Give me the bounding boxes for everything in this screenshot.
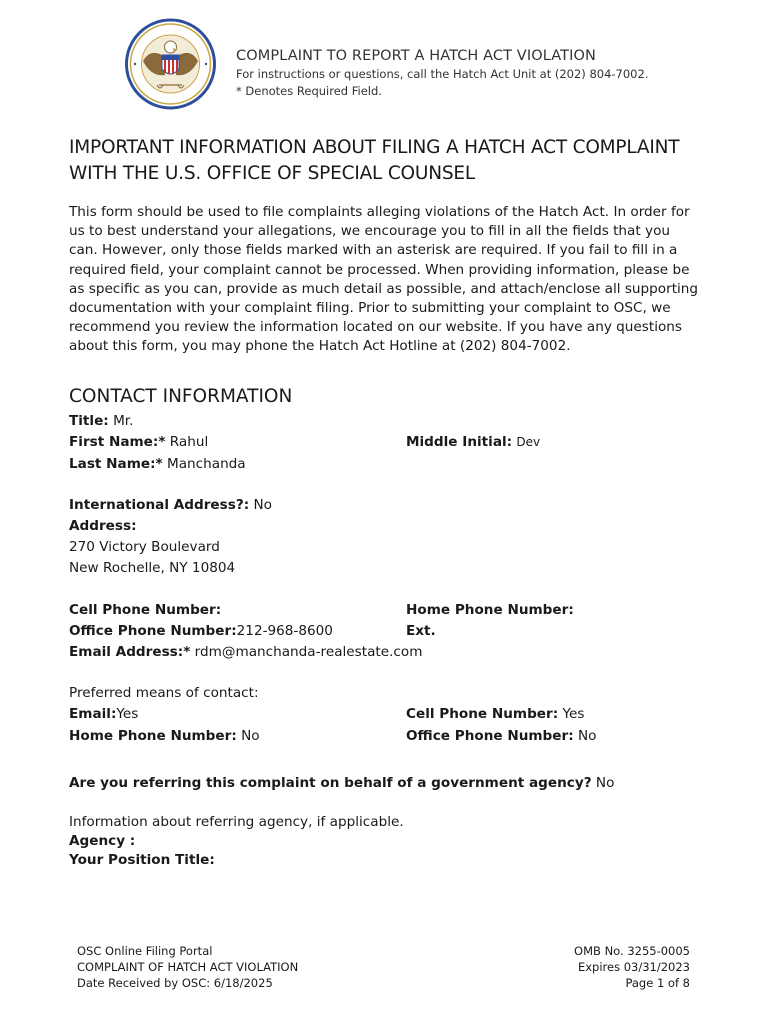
first-name-value: Rahul (169, 434, 209, 450)
international-address-value: No (253, 497, 272, 513)
address-line2: New Rochelle, NY 10804 (69, 560, 236, 576)
page-heading (69, 135, 709, 187)
intro-line: about this form, you may phone the Hatch Act Hotline at (202) 804-7002. (69, 338, 571, 355)
cell-phone-field (69, 602, 221, 618)
intro-line: us to best understand your allegations, we encourage you to fill in all the fields that you (69, 223, 670, 240)
address-line1: 270 Victory Boulevard (69, 539, 220, 555)
footer-date-received: Date Received by OSC: 6/18/2025 (77, 976, 273, 990)
preferred-contact-intro: Preferred means of contact: (69, 685, 259, 701)
last-name-value: Manchanda (166, 456, 246, 472)
form-title: COMPLAINT TO REPORT A HATCH ACT VIOLATION (236, 48, 596, 64)
preferred-home-value: No (241, 728, 260, 744)
email-value: rdm@manchanda-realestate.com (194, 644, 423, 660)
footer-right (574, 943, 690, 991)
preferred-cell-label: Cell Phone Number: (406, 706, 559, 722)
position-title-label: Your Position Title: (69, 852, 215, 868)
last-name-field (69, 456, 246, 472)
footer-form-name: COMPLAINT OF HATCH ACT VIOLATION (77, 960, 299, 974)
instructions-text: For instructions or questions, call the Hatch Act Unit at (202) 804-7002. (236, 67, 649, 81)
home-phone-label: Home Phone Number: (406, 602, 574, 618)
cell-phone-label: Cell Phone Number: (69, 602, 222, 618)
title-label: Title: (69, 413, 109, 429)
office-phone-value: 212-968-8600 (236, 623, 333, 639)
footer-left (77, 943, 298, 991)
middle-initial-value: Dev (516, 435, 541, 449)
intro-line: as specific as you can, provide as much detail as possible, and attach/enclose all supporting (69, 280, 699, 297)
first-name-field (69, 434, 208, 450)
agency-referral-answer: No (595, 775, 615, 791)
footer-omb-number: OMB No. 3255-0005 (574, 944, 690, 958)
title-value: Mr. (113, 413, 134, 429)
preferred-cell-field (406, 706, 584, 722)
footer-page-number: Page 1 of 8 (625, 976, 690, 990)
agency-referral-question-text: Are you referring this complaint on behalf of a government agency? (69, 775, 592, 791)
intro-line: documentation with your complaint filing. Prior to submitting your complaint to OSC, we (69, 300, 671, 317)
first-name-label: First Name:* (69, 434, 166, 450)
office-phone-field (69, 623, 333, 639)
email-field (69, 644, 422, 660)
extension-field (406, 623, 436, 639)
osc-seal-logo (121, 17, 220, 111)
footer-portal-name: OSC Online Filing Portal (77, 944, 213, 958)
position-title-field (69, 852, 215, 868)
address-label-text: Address: (69, 518, 137, 534)
international-address-field (69, 497, 272, 513)
footer-expiration: Expires 03/31/2023 (577, 960, 690, 974)
required-field-note: * Denotes Required Field. (236, 84, 382, 98)
preferred-office-label: Office Phone Number: (406, 728, 574, 744)
agency-field (69, 833, 135, 849)
last-name-label: Last Name:* (69, 456, 163, 472)
extension-label: Ext. (406, 623, 436, 639)
international-address-label: International Address?: (69, 497, 250, 513)
preferred-office-value: No (577, 728, 597, 744)
agency-info-text: Information about referring agency, if applicable. (69, 814, 404, 830)
intro-line: can. However, only those fields marked with an asterisk are required. If you fail to fill in a (69, 242, 678, 259)
preferred-home-field (69, 728, 260, 744)
intro-paragraph (69, 203, 709, 357)
page-heading-line1: IMPORTANT INFORMATION ABOUT FILING A HATCH ACT COMPLAINT (69, 137, 680, 158)
middle-initial-field (406, 434, 540, 450)
home-phone-field (406, 602, 574, 618)
preferred-email-label: Email: (69, 706, 117, 722)
intro-line: recommend you review the information located on our website. If you have any questions (69, 319, 682, 336)
intro-line: This form should be used to file complaints alleging violations of the Hatch Act. In order for (69, 204, 690, 220)
preferred-home-label: Home Phone Number: (69, 728, 237, 744)
middle-initial-label: Middle Initial: (406, 434, 513, 450)
email-label: Email Address:* (69, 644, 191, 660)
address-label (69, 518, 137, 534)
agency-referral-question (69, 775, 614, 791)
preferred-office-field (406, 728, 596, 744)
office-phone-label: Office Phone Number: (69, 623, 237, 639)
page-heading-line2: WITH THE U.S. OFFICE OF SPECIAL COUNSEL (69, 163, 476, 184)
agency-label: Agency : (69, 833, 136, 849)
title-field (69, 413, 133, 429)
preferred-cell-value: Yes (562, 706, 585, 722)
preferred-email-field (69, 706, 138, 722)
intro-line: required field, your complaint cannot be processed. When providing information, please be (69, 261, 690, 278)
preferred-email-value: Yes (116, 706, 139, 722)
contact-section-title: CONTACT INFORMATION (69, 386, 293, 407)
